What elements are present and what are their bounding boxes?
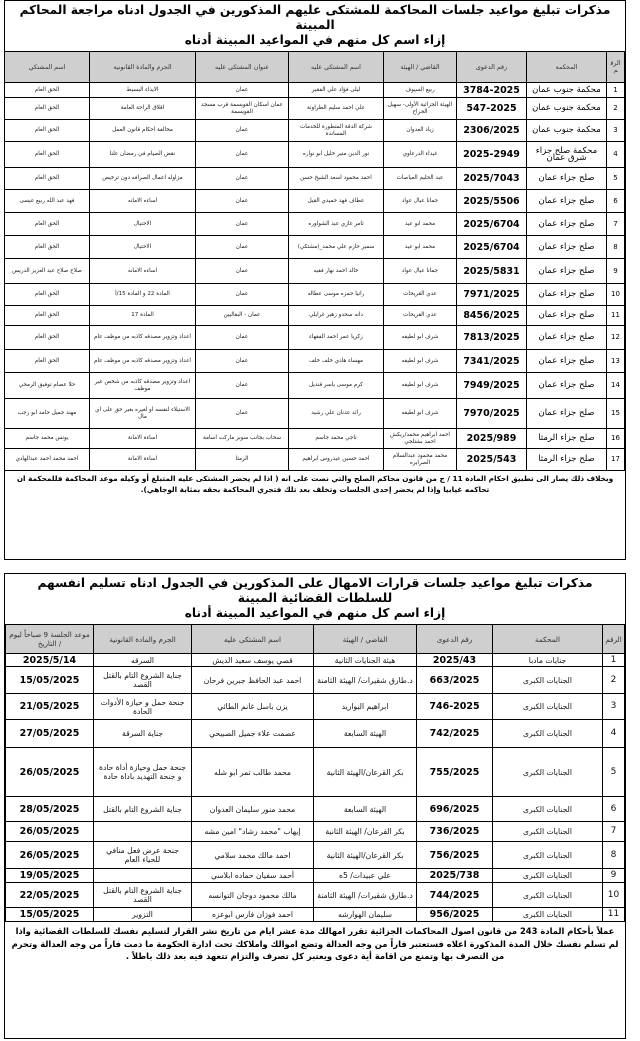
trial-notice-title-line1: مذكرات تبليغ مواعيد جلسات المحاكمة للمشتكى عليهم المذكورين في الجدول ادناه مراجعة المحاكم المبينة xyxy=(19,3,611,32)
trial-notice-cell-no: 9 xyxy=(607,259,625,284)
trial-notice-cell-address: عمان xyxy=(196,259,289,284)
trial-notice-cell-judge: زياد العدوان xyxy=(384,120,457,142)
grace-notice-cell-court: الجنايات الكبرى xyxy=(493,720,603,748)
grace-notice-cell-no: 11 xyxy=(603,908,625,922)
grace-notice-cell-date: 15/05/2025 xyxy=(6,908,94,922)
grace-notice-cell-no: 1 xyxy=(603,654,625,667)
trial-notice-cell-court: صلح جزاء عمان xyxy=(527,213,607,236)
trial-notice-cell-charge: نقض الصيام في رمضان علنا xyxy=(90,142,196,168)
grace-notice-cell-charge: التزوير xyxy=(94,908,192,922)
trial-notice-cell-defendant: مهساء هادي خلف خلف xyxy=(289,350,384,373)
trial-notice-cell-case: 2025/989 xyxy=(457,429,527,449)
trial-notice-cell-case: 2025/7043 xyxy=(457,168,527,190)
trial-notice-cell-judge: شرف ابو لطيفه xyxy=(384,373,457,399)
trial-notice-cell-no: 2 xyxy=(607,98,625,120)
trial-notice-column-header: رقم الدعوى xyxy=(457,52,527,83)
trial-notice-cell-defendant: علي احمد سليم الطراونة xyxy=(289,98,384,120)
grace-notice-cell-judge: بكر القرعان/الهيئة الثانية xyxy=(314,842,417,869)
grace-notice-cell-defendant: يزن باسل غانم الطائي xyxy=(192,694,314,720)
trial-notice-cell-court: صلح جزاء عمان xyxy=(527,259,607,284)
trial-notice-cell-plaintiff: مهند جميل حامد ابو رجب xyxy=(5,399,90,429)
trial-notice-cell-address: عمان xyxy=(196,190,289,213)
table-row xyxy=(6,883,625,908)
grace-notice-cell-date: 26/05/2025 xyxy=(6,748,94,797)
trial-notice-cell-plaintiff: الحق العام xyxy=(5,284,90,306)
trial-notice-cell-defendant: شركة الدقة المتطورة للخدمات المساندة xyxy=(289,120,384,142)
grace-notice-cell-defendant: احمد مالك محمد سلامي xyxy=(192,842,314,869)
trial-notice-cell-charge: المادة 17 xyxy=(90,306,196,326)
grace-notice-body xyxy=(6,654,625,922)
trial-notice-cell-plaintiff: الحق العام xyxy=(5,142,90,168)
trial-notice-cell-judge: ربيع السيوف xyxy=(384,83,457,98)
table-row xyxy=(5,236,625,259)
trial-notice-title-line2: إزاء اسم كل منهم في المواعيد المبينة أدناه xyxy=(184,33,446,47)
trial-notice-column-header: اسم المشتكى عليه xyxy=(289,52,384,83)
trial-notice-cell-court: صلح جزاء عمان xyxy=(527,306,607,326)
trial-notice-cell-charge: الاستيلاء لنفسه او لغيره بغير حق على اي مال xyxy=(90,399,196,429)
grace-notice-cell-no: 5 xyxy=(603,748,625,797)
trial-notice-cell-defendant: ثامر غازي عبد الشواوره xyxy=(289,213,384,236)
trial-notice-cell-address: عمان xyxy=(196,326,289,350)
grace-notice-cell-charge xyxy=(94,822,192,842)
trial-notice-cell-plaintiff: الحق العام xyxy=(5,236,90,259)
grace-notice-cell-court: الجنايات الكبرى xyxy=(493,842,603,869)
table-row xyxy=(5,429,625,449)
trial-notice-title xyxy=(5,1,625,51)
grace-notice-cell-court: الجنايات الكبرى xyxy=(493,748,603,797)
grace-notice-section xyxy=(4,573,626,1039)
trial-notice-cell-charge: اساءه الامانه xyxy=(90,259,196,284)
grace-notice-cell-defendant: أحمد سفيان حماده ابلاسي xyxy=(192,869,314,883)
trial-notice-cell-plaintiff: الحق العام xyxy=(5,168,90,190)
trial-notice-cell-address: عمان xyxy=(196,236,289,259)
grace-notice-cell-no: 2 xyxy=(603,667,625,694)
grace-notice-cell-court: الجنايات الكبرى xyxy=(493,694,603,720)
trial-notice-cell-defendant: خالد احمد نهار فقيه xyxy=(289,259,384,284)
grace-notice-cell-judge: د.طارق شقيرات/ الهيئة الثامنة xyxy=(314,667,417,694)
trial-notice-cell-case: 2025/6704 xyxy=(457,236,527,259)
trial-notice-cell-charge: اساءه الامانه xyxy=(90,190,196,213)
trial-notice-cell-defendant: عطاف فهد حميدي القيل xyxy=(289,190,384,213)
grace-notice-cell-no: 4 xyxy=(603,720,625,748)
table-row xyxy=(5,98,625,120)
trial-notice-column-header: القاضي / الهيئة xyxy=(384,52,457,83)
trial-notice-cell-address: عمان xyxy=(196,168,289,190)
table-row xyxy=(5,190,625,213)
trial-notice-cell-no: 16 xyxy=(607,429,625,449)
table-row xyxy=(5,373,625,399)
grace-notice-cell-date: 27/05/2025 xyxy=(6,720,94,748)
trial-notice-cell-judge: شرف ابو لطيفه xyxy=(384,399,457,429)
trial-notice-cell-case: 547-2025 xyxy=(457,98,527,120)
table-row xyxy=(6,667,625,694)
trial-notice-column-header: اسم المشتكي xyxy=(5,52,90,83)
grace-notice-cell-judge: هيئة الجنايات الثانية xyxy=(314,654,417,667)
trial-notice-cell-address: عمان - البقاليين xyxy=(196,306,289,326)
trial-notice-cell-charge: مخالفة احكام قانون العمل xyxy=(90,120,196,142)
grace-notice-cell-charge: السرقه xyxy=(94,654,192,667)
grace-notice-cell-court: جنايات مادبا xyxy=(493,654,603,667)
grace-notice-cell-case: 736/2025 xyxy=(417,822,493,842)
grace-notice-cell-defendant: قصي يوسف سعيد الديش xyxy=(192,654,314,667)
grace-notice-cell-judge: الهيئة السابعة xyxy=(314,720,417,748)
trial-notice-cell-charge: المادة 22 و المادة 15/أ xyxy=(90,284,196,306)
grace-notice-cell-defendant: إيهاب "محمد رشاد" امين مشه xyxy=(192,822,314,842)
grace-notice-column-header: اسم المشتكى عليه xyxy=(192,625,314,654)
grace-notice-cell-judge: الهيئة السابعة xyxy=(314,797,417,822)
trial-notice-cell-no: 10 xyxy=(607,284,625,306)
trial-notice-cell-charge: الاحتيال xyxy=(90,236,196,259)
grace-notice-cell-judge: ابراهيم البواريد xyxy=(314,694,417,720)
trial-notice-cell-plaintiff: حلا عصام توفيق الرمحي xyxy=(5,373,90,399)
grace-notice-cell-case: 744/2025 xyxy=(417,883,493,908)
grace-notice-cell-case: 746-2025 xyxy=(417,694,493,720)
trial-notice-cell-charge: اعداد وتزوير مصدقه كاذبه من موظف عام xyxy=(90,350,196,373)
trial-notice-cell-no: 17 xyxy=(607,449,625,471)
trial-notice-cell-address: عمان xyxy=(196,399,289,429)
grace-notice-cell-court: الجنايات الكبرى xyxy=(493,883,603,908)
trial-notice-cell-address: عمان xyxy=(196,213,289,236)
grace-notice-cell-date: 26/05/2025 xyxy=(6,842,94,869)
trial-notice-cell-charge: مزاوله اعمال الصرافه دون ترخيص xyxy=(90,168,196,190)
trial-notice-cell-judge: محمد ابو عيد xyxy=(384,213,457,236)
grace-notice-cell-charge: جنحة حمل وحيازة أداة حادة و جنحة التهديد باداة حادة xyxy=(94,748,192,797)
trial-notice-cell-no: 14 xyxy=(607,373,625,399)
table-row xyxy=(5,399,625,429)
trial-notice-cell-judge: احمد ابراهيم محمد/ريكش احمد بشتلجي xyxy=(384,429,457,449)
trial-notice-cell-judge: جمانا عيال عواد xyxy=(384,190,457,213)
table-row xyxy=(5,326,625,350)
trial-notice-cell-case: 2025-2949 xyxy=(457,142,527,168)
trial-notice-cell-court: محكمة صلح جزاء شرق عمان xyxy=(527,142,607,168)
grace-notice-cell-judge: سليمان الهوارشه xyxy=(314,908,417,922)
trial-notice-cell-plaintiff: الحق العام xyxy=(5,83,90,98)
trial-notice-cell-court: صلح جزاء عمان xyxy=(527,399,607,429)
trial-notice-cell-no: 4 xyxy=(607,142,625,168)
grace-notice-cell-court: الجنايات الكبرى xyxy=(493,667,603,694)
table-row xyxy=(6,694,625,720)
trial-notice-cell-charge: الايذاء البسيط xyxy=(90,83,196,98)
grace-notice-cell-charge: جنحة حمل و حيازة الأدوات الحادة xyxy=(94,694,192,720)
grace-notice-header-row xyxy=(6,625,625,654)
table-row xyxy=(5,284,625,306)
grace-notice-cell-court: الجنايات الكبرى xyxy=(493,822,603,842)
trial-notice-cell-judge: شرف ابو لطيفه xyxy=(384,326,457,350)
trial-notice-cell-case: 2306/2025 xyxy=(457,120,527,142)
grace-notice-footer: عملاً بأحكام المادة 243 من قانون اصول المحاكمات الجزائية تقرر امهالك مدة عشر ايام من تاريخ نشر القرار لتسليم نفسك للسلطات القضائية واذا لم تسلم نفسك خلال المدة المذكورة اعلاه فستعتبر فاراً من وجه العدالة وتضع اموالك واملاكك تحت ادارة الحكومة ما دمت فاراً من وجه العدالة وتحرم من التصرف بها وتمنع من اقامة أية دعوى ويعتبر كل تصرف والتزام تتعهد فيه بعد ذلك باطلاً . xyxy=(11,926,619,961)
trial-notice-cell-court: محكمة جنوب عمان xyxy=(527,83,607,98)
grace-notice-cell-charge: جنحة عرض فعل منافي للحياء العام xyxy=(94,842,192,869)
table-row xyxy=(6,822,625,842)
trial-notice-cell-plaintiff: الحق العام xyxy=(5,98,90,120)
grace-notice-cell-judge: د.طارق شقيرات/ الهيئة الثامنة xyxy=(314,883,417,908)
grace-notice-title-line1: مذكرات تبليغ مواعيد جلسات قرارات الامهال على المذكورين في الجدول ادناه تسليم انفسهم للسلطات القضائية المبينة xyxy=(37,576,593,605)
trial-notice-cell-court: صلح جزاء عمان xyxy=(527,350,607,373)
trial-notice-cell-defendant: احمد حسين عيدروس ابراهيم xyxy=(289,449,384,471)
grace-notice-cell-no: 3 xyxy=(603,694,625,720)
grace-notice-column-header: القاضي / الهيئة xyxy=(314,625,417,654)
grace-notice-cell-charge: جناية الشروع التام بالقتل القصد xyxy=(94,883,192,908)
grace-notice-cell-case: 742/2025 xyxy=(417,720,493,748)
grace-notice-cell-date: 21/05/2025 xyxy=(6,694,94,720)
trial-notice-cell-court: محكمة جنوب عمان xyxy=(527,98,607,120)
table-row xyxy=(5,83,625,98)
trial-notice-cell-no: 15 xyxy=(607,399,625,429)
trial-notice-cell-plaintiff: الحق العام xyxy=(5,350,90,373)
trial-notice-cell-court: صلح جزاء عمان xyxy=(527,190,607,213)
trial-notice-cell-no: 8 xyxy=(607,236,625,259)
trial-notice-cell-defendant: سمير حازم علي محمد_(مشتكي) xyxy=(289,236,384,259)
trial-notice-cell-defendant: نور الدين منير خليل ابو نواره xyxy=(289,142,384,168)
grace-notice-cell-defendant: احمد عبد الحافظ جبرين فرحان xyxy=(192,667,314,694)
trial-notice-cell-plaintiff: الحق العام xyxy=(5,213,90,236)
trial-notice-cell-plaintiff: صلاح صلاح عبد العزيز الدريس xyxy=(5,259,90,284)
trial-notice-cell-defendant: رانيا حمزه موسى عطاله xyxy=(289,284,384,306)
trial-notice-cell-no: 3 xyxy=(607,120,625,142)
trial-notice-cell-court: صلح جزاء عمان xyxy=(527,284,607,306)
trial-notice-cell-no: 6 xyxy=(607,190,625,213)
trial-notice-cell-charge: اقلاق الراحة العامة xyxy=(90,98,196,120)
trial-notice-cell-defendant: تاجي محمد جاسم xyxy=(289,429,384,449)
trial-notice-cell-plaintiff: فهد عبد الله ربيع عيسى xyxy=(5,190,90,213)
trial-notice-cell-judge: غيداء الدرعاوي xyxy=(384,142,457,168)
trial-notice-cell-judge: الهيئة الجزائية الأولى- سهيل الجراح xyxy=(384,98,457,120)
trial-notice-cell-court: محكمة جنوب عمان xyxy=(527,120,607,142)
trial-notice-cell-plaintiff: احمد محمد احمد عبدالهادي xyxy=(5,449,90,471)
trial-notice-cell-charge: اعداد وتزوير مصدقه كاذبه من شخص غير موظف xyxy=(90,373,196,399)
trial-notice-cell-address: الرمثا xyxy=(196,449,289,471)
trial-notice-cell-case: 2025/5506 xyxy=(457,190,527,213)
trial-notice-cell-address: عمان اسكان القويسمة قرب مسجد القويسمة xyxy=(196,98,289,120)
trial-notice-cell-court: صلح جزاء عمان xyxy=(527,168,607,190)
trial-notice-cell-address: عمان xyxy=(196,373,289,399)
trial-notice-column-header: الجرم والمادة القانونية xyxy=(90,52,196,83)
grace-notice-cell-defendant: مالك محمود دوجان التوانسه xyxy=(192,883,314,908)
grace-notice-cell-charge: جناية السرقة xyxy=(94,720,192,748)
table-row xyxy=(6,842,625,869)
grace-notice-cell-judge: بكر القرعان/ الهيئة الثانية xyxy=(314,822,417,842)
table-row xyxy=(6,720,625,748)
grace-notice-cell-court: الجنايات الكبرى xyxy=(493,869,603,883)
trial-notice-column-header: عنوان المشتكى عليه xyxy=(196,52,289,83)
grace-notice-table xyxy=(5,624,625,922)
trial-notice-cell-charge: الاحتيال xyxy=(90,213,196,236)
trial-notice-cell-no: 7 xyxy=(607,213,625,236)
trial-notice-cell-court: صلح جزاء عمان xyxy=(527,373,607,399)
trial-notice-column-header: الرقم xyxy=(607,52,625,83)
trial-notice-cell-address: عمان xyxy=(196,120,289,142)
trial-notice-cell-plaintiff: الحق العام xyxy=(5,120,90,142)
trial-notice-cell-case: 2025/6704 xyxy=(457,213,527,236)
grace-notice-cell-case: 2025/43 xyxy=(417,654,493,667)
grace-notice-cell-no: 9 xyxy=(603,869,625,883)
grace-notice-cell-court: الجنايات الكبرى xyxy=(493,908,603,922)
table-row xyxy=(6,797,625,822)
grace-notice-cell-no: 10 xyxy=(603,883,625,908)
trial-notice-cell-address: عمان xyxy=(196,83,289,98)
grace-notice-cell-no: 8 xyxy=(603,842,625,869)
trial-notice-cell-address: عمان xyxy=(196,142,289,168)
grace-notice-cell-defendant: محمد منور سليمان العدوان xyxy=(192,797,314,822)
grace-notice-cell-defendant: محمد طالب تمر ابو شله xyxy=(192,748,314,797)
trial-notice-cell-no: 13 xyxy=(607,350,625,373)
table-row xyxy=(5,306,625,326)
trial-notice-section xyxy=(4,0,626,560)
trial-notice-cell-address: عمان xyxy=(196,350,289,373)
grace-notice-title xyxy=(5,574,625,624)
trial-notice-cell-address: سحاب بجانب سوبر ماركت اسامة xyxy=(196,429,289,449)
trial-notice-cell-judge: جمانا عيال عواد xyxy=(384,259,457,284)
table-row xyxy=(6,908,625,922)
grace-notice-cell-charge xyxy=(94,869,192,883)
grace-notice-column-header: الجرم والمادة القانونية xyxy=(94,625,192,654)
trial-notice-cell-case: 7949/2025 xyxy=(457,373,527,399)
trial-notice-cell-plaintiff: الحق العام xyxy=(5,306,90,326)
grace-notice-cell-case: 956/2025 xyxy=(417,908,493,922)
trial-notice-cell-case: 7341/2025 xyxy=(457,350,527,373)
grace-notice-cell-date: 15/05/2025 xyxy=(6,667,94,694)
grace-notice-cell-date: 28/05/2025 xyxy=(6,797,94,822)
table-row xyxy=(5,259,625,284)
trial-notice-cell-no: 5 xyxy=(607,168,625,190)
grace-notice-column-header: موعد الجلسة 9 صباحاً ليوم / التاريخ xyxy=(6,625,94,654)
grace-notice-cell-charge: جناية الشروع التام بالقتل xyxy=(94,797,192,822)
grace-notice-cell-no: 7 xyxy=(603,822,625,842)
trial-notice-cell-judge: محمد محمود عبدالسلام الصرايره xyxy=(384,449,457,471)
trial-notice-cell-charge: اساءة الامانة xyxy=(90,449,196,471)
trial-notice-cell-judge: عدي القريحات xyxy=(384,284,457,306)
grace-notice-cell-court: الجنايات الكبرى xyxy=(493,797,603,822)
grace-notice-cell-charge: جناية الشروع التام بالقتل القصد xyxy=(94,667,192,694)
trial-notice-cell-defendant: كرم موسى ياسر قنديل xyxy=(289,373,384,399)
grace-notice-cell-date: 19/05/2025 xyxy=(6,869,94,883)
table-row xyxy=(5,168,625,190)
grace-notice-cell-date: 2025/5/14 xyxy=(6,654,94,667)
grace-notice-column-header: الرقم xyxy=(603,625,625,654)
grace-notice-cell-date: 26/05/2025 xyxy=(6,822,94,842)
grace-notice-cell-date: 22/05/2025 xyxy=(6,883,94,908)
table-row xyxy=(5,120,625,142)
trial-notice-footer: وبخلاف ذلك يصار الى تطبيق احكام المادة 11 / ج من قانون محاكم الصلح والتي نصت على انه ( اذا لم يحضر المشتكى عليه المتبلغ أو وكيله موعد المحاكمة فللمحكمة ان تحاكمه غيابيا وإذا لم يحضر إحدى الجلسات وتخلف بعد تلك فتجري المحاكمة بحقه بمثابة الوجاهي). xyxy=(16,474,614,494)
trial-notice-cell-no: 12 xyxy=(607,326,625,350)
grace-notice-cell-judge: بكر القرعان/الهيئة الثانية xyxy=(314,748,417,797)
table-row xyxy=(5,213,625,236)
table-row xyxy=(6,869,625,883)
table-row xyxy=(5,350,625,373)
trial-notice-header-row xyxy=(5,52,625,83)
trial-notice-cell-court: صلح جزاء الرمثا xyxy=(527,449,607,471)
trial-notice-cell-case: 2025/5831 xyxy=(457,259,527,284)
trial-notice-cell-charge: اعداد وتزوير مصدقه كاذبه من موظف عام xyxy=(90,326,196,350)
table-row xyxy=(5,449,625,471)
trial-notice-body xyxy=(5,83,625,471)
trial-notice-cell-judge: محمد ابو عيد xyxy=(384,236,457,259)
trial-notice-cell-judge: شرف ابو لطيفه xyxy=(384,350,457,373)
grace-notice-cell-defendant: احمد فوزان فارس ابوعزه xyxy=(192,908,314,922)
trial-notice-cell-case: 3784-2025 xyxy=(457,83,527,98)
grace-notice-column-header: المحكمة xyxy=(493,625,603,654)
trial-notice-cell-no: 11 xyxy=(607,306,625,326)
grace-notice-cell-case: 696/2025 xyxy=(417,797,493,822)
trial-notice-cell-case: 7970/2025 xyxy=(457,399,527,429)
trial-notice-cell-defendant: رائد عدنان علي رشيد xyxy=(289,399,384,429)
grace-notice-cell-no: 6 xyxy=(603,797,625,822)
trial-notice-cell-court: صلح جزاء عمان xyxy=(527,236,607,259)
table-row xyxy=(6,748,625,797)
trial-notice-cell-defendant: دانه سحدو زهير غرايلي xyxy=(289,306,384,326)
trial-notice-cell-defendant: احمد محمود اسعد الشيخ حسن xyxy=(289,168,384,190)
trial-notice-cell-no: 1 xyxy=(607,83,625,98)
trial-notice-cell-judge: عدي القريحات xyxy=(384,306,457,326)
grace-notice-title-line2: إزاء اسم كل منهم في المواعيد المبينة أدناه xyxy=(184,606,446,620)
grace-notice-cell-judge: علي عبيدات/ 5ه xyxy=(314,869,417,883)
grace-notice-cell-case: 756/2025 xyxy=(417,842,493,869)
grace-notice-cell-case: 755/2025 xyxy=(417,748,493,797)
trial-notice-cell-defendant: ليلى فؤاد علي الفقير xyxy=(289,83,384,98)
table-row xyxy=(6,654,625,667)
trial-notice-cell-charge: اساءة الامانة xyxy=(90,429,196,449)
trial-notice-column-header: المحكمة xyxy=(527,52,607,83)
trial-notice-cell-court: صلح جزاء عمان xyxy=(527,326,607,350)
trial-notice-cell-case: 2025/543 xyxy=(457,449,527,471)
grace-notice-cell-case: 663/2025 xyxy=(417,667,493,694)
trial-notice-cell-case: 7971/2025 xyxy=(457,284,527,306)
trial-notice-cell-plaintiff: يونس محمد جاسم xyxy=(5,429,90,449)
table-row xyxy=(5,142,625,168)
grace-notice-column-header: رقم الدعوى xyxy=(417,625,493,654)
trial-notice-cell-plaintiff: الحق العام xyxy=(5,326,90,350)
trial-notice-cell-case: 8456/2025 xyxy=(457,306,527,326)
grace-notice-cell-case: 2025/738 xyxy=(417,869,493,883)
trial-notice-cell-judge: عبد الحليم العياصات xyxy=(384,168,457,190)
trial-notice-table xyxy=(4,51,625,471)
trial-notice-cell-address: عمان xyxy=(196,284,289,306)
trial-notice-cell-case: 7813/2025 xyxy=(457,326,527,350)
trial-notice-cell-court: صلح جزاء الرمثا xyxy=(527,429,607,449)
grace-notice-cell-defendant: عصمت علاء جميل الصبيحي xyxy=(192,720,314,748)
trial-notice-cell-defendant: زكريا عمر احمد الفقهاء xyxy=(289,326,384,350)
